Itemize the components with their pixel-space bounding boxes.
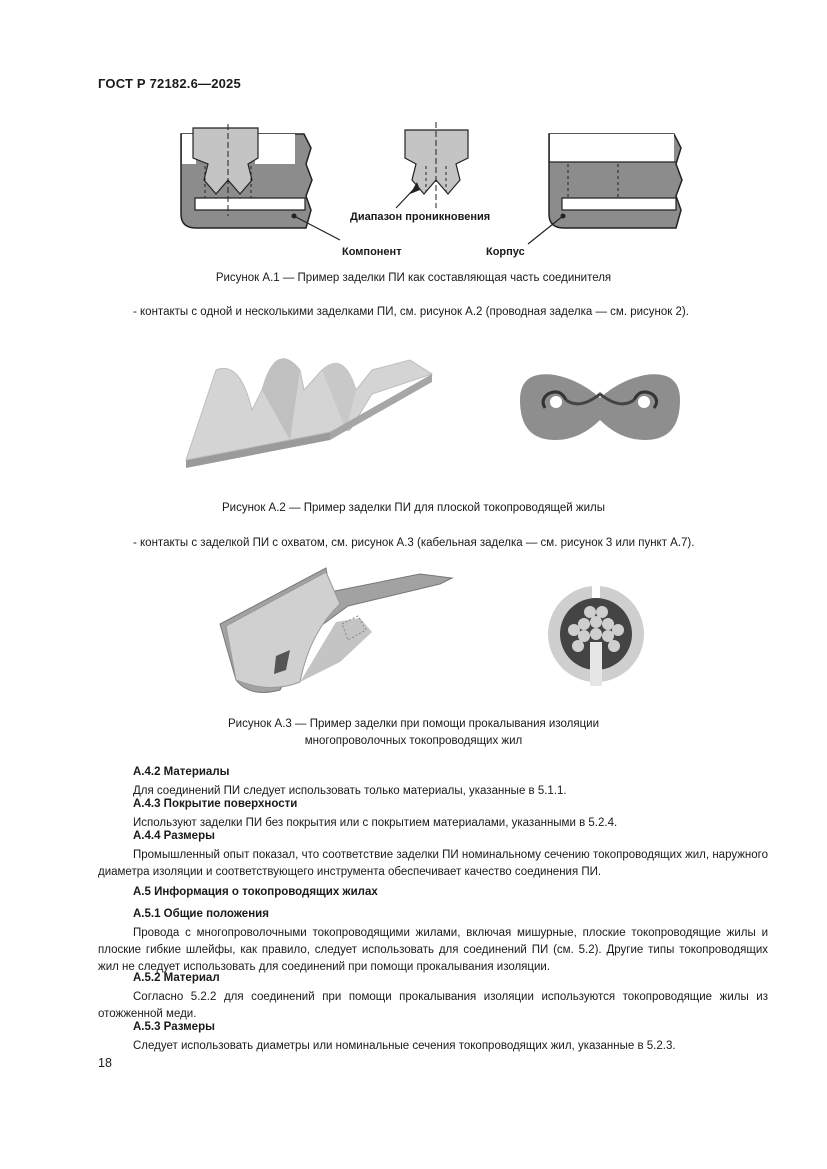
- text-a42: Для соединений ПИ следует использовать только материалы, указанные в 5.1.1.: [133, 785, 567, 797]
- figure-a2-drawing: [0, 330, 827, 490]
- figure-a1-caption: Рисунок А.1 — Пример заделки ПИ как составляющая часть соединителя: [215, 272, 612, 284]
- document-header: ГОСТ Р 72182.6—2025: [98, 76, 241, 91]
- heading-a51: А.5.1 Общие положения: [133, 908, 269, 920]
- heading-a43: А.4.3 Покрытие поверхности: [133, 798, 298, 810]
- list-item-1: - контакты с одной и несколькими заделками ПИ, см. рисунок А.2 (проводная заделка — см. рисунок 2).: [133, 306, 689, 318]
- heading-a42: А.4.2 Материалы: [133, 766, 230, 778]
- heading-a5: А.5 Информация о токопроводящих жилах: [133, 886, 378, 898]
- text-a44: Промышленный опыт показал, что соответствие заделки ПИ номинальному сечению токопроводящих жил, наружного диаметра изоляции и соответствующего инструмента обеспечивает качество соединения ПИ.: [98, 849, 768, 878]
- figure-a2-caption: Рисунок А.2 — Пример заделки ПИ для плоской токопроводящей жилы: [221, 502, 605, 514]
- heading-a53: А.5.3 Размеры: [133, 1021, 215, 1033]
- figure-a3-wrap-contact: [220, 568, 452, 692]
- heading-a52: А.5.2 Материал: [133, 972, 220, 984]
- page-number: 18: [98, 1056, 112, 1070]
- figure-a1-component: [181, 124, 340, 240]
- figure-a3-caption-line2: многопроволочных токопроводящих жил: [304, 735, 523, 747]
- label-component: Компонент: [342, 246, 402, 258]
- label-penetration-range: Диапазон проникновения: [350, 211, 491, 223]
- figure-a1-contact: [396, 122, 468, 208]
- figure-a3-drawing: [0, 562, 827, 712]
- text-a43: Используют заделки ПИ без покрытия или с покрытием материалами, указанными в 5.2.4.: [133, 817, 618, 829]
- list-item-2: - контакты с заделкой ПИ с охватом, см. рисунок А.3 (кабельная заделка — см. рисунок 3 или пункт А.7).: [133, 537, 695, 549]
- text-a52: Согласно 5.2.2 для соединений при помощи прокалывания изоляции используются токопроводящие жилы из отожженной меди.: [98, 991, 768, 1020]
- text-a53: Следует использовать диаметры или номинальные сечения токопроводящих жил, указанные в 5.2.3.: [133, 1040, 676, 1052]
- label-body: Корпус: [486, 246, 525, 258]
- figure-a1-body: [528, 134, 682, 244]
- heading-a44: А.4.4 Размеры: [133, 830, 215, 842]
- figure-a2-flat-contact: [186, 359, 432, 468]
- figure-a3-cable-section: [548, 586, 644, 686]
- text-a51: Провода с многопроволочными токопроводящими жилами, включая мишурные, плоские токопроводящие жилы и плоские гибкие шлейфы, как правило, следует использовать для соединений ПИ (см. 5.2). Другие типы токопроводящих жил не следует использовать для соединений при помощи прокалывания изоляции.: [98, 927, 768, 973]
- figure-a2-cross-section: [520, 374, 680, 440]
- figure-a3-caption-line1: Рисунок А.3 — Пример заделки при помощи прокалывания изоляции: [227, 718, 600, 730]
